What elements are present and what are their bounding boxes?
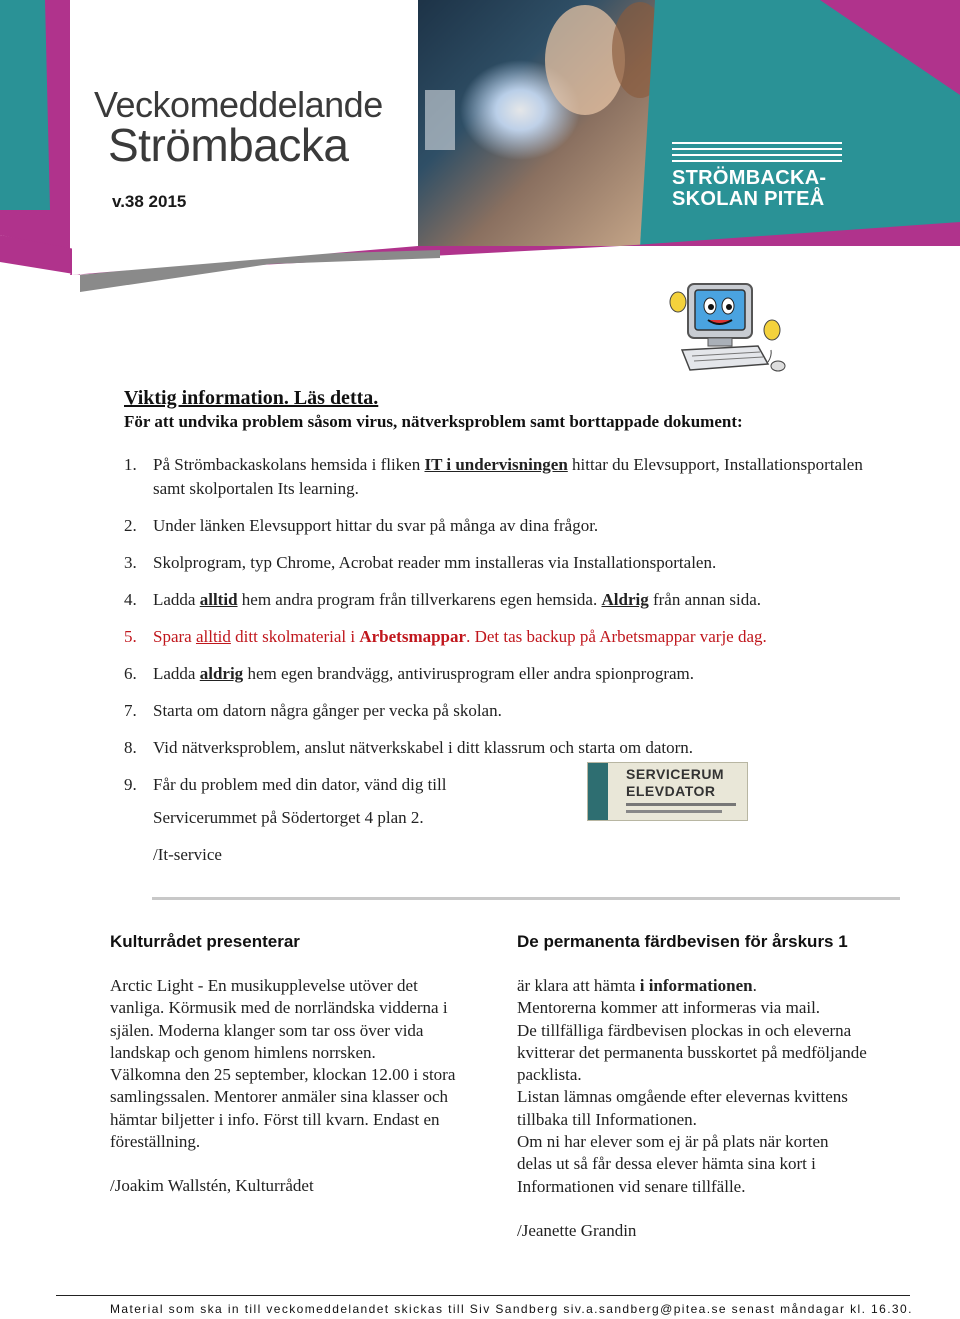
- list-text: Starta om datorn några gånger per vecka på skolan.: [153, 701, 502, 720]
- list-item: [124, 514, 884, 538]
- emphasis-text: Arbetsmappar: [359, 627, 467, 646]
- info-subheading: För att undvika problem såsom virus, nätverksproblem samt borttappade dokument:: [124, 412, 743, 431]
- school-name-line1: STRÖMBACKA-: [672, 167, 827, 189]
- list-item: [124, 699, 884, 723]
- list-text: ditt skolmaterial i: [230, 627, 360, 646]
- list-item: [124, 588, 884, 612]
- list-text: hem egen brandvägg, antivirusprogram eller andra spionprogram.: [243, 664, 695, 683]
- sign-title: [626, 766, 724, 800]
- fardbevis-signature: /Jeanette Grandin: [517, 1220, 637, 1240]
- list-text: På Strömbackaskolans hemsida i fliken: [153, 455, 425, 474]
- fardbevis-article: [517, 930, 867, 1242]
- list-number: 6.: [124, 664, 137, 683]
- newsletter-title-line2: Strömbacka: [108, 119, 349, 171]
- list-number: 5.: [124, 627, 137, 646]
- list-item: [124, 773, 884, 797]
- list-item: [124, 736, 884, 760]
- list-text: Vid nätverksproblem, anslut nätverkskabel i ditt klassrum och starta om datorn.: [153, 738, 694, 757]
- header-banner: [0, 0, 960, 300]
- list-text: Spara: [153, 627, 196, 646]
- list-text: Under länken Elevsupport hittar du svar på många av dina frågor.: [153, 516, 599, 535]
- info-heading: Viktig information. Läs detta.: [124, 387, 379, 409]
- it-undervisningen-link[interactable]: IT i undervisningen: [424, 455, 568, 474]
- list-text: Ladda: [153, 664, 200, 683]
- school-logo: [672, 142, 842, 210]
- list-item: [124, 625, 884, 649]
- sign-title-line1: SERVICERUM: [626, 766, 725, 782]
- list-number: 7.: [124, 701, 137, 720]
- school-name-line2: SKOLAN PITEÅ: [672, 188, 825, 210]
- fardbevis-heading: De permanenta färdbevisen för årskurs 1: [517, 932, 848, 951]
- list-item: [124, 551, 884, 575]
- section-divider: [152, 897, 900, 900]
- list-number: 1.: [124, 455, 137, 474]
- list-text: Ladda: [153, 590, 200, 609]
- it-service-signature: /It-service: [153, 845, 222, 864]
- footer-rule: [56, 1295, 910, 1296]
- list-text: Får du problem med din dator, vänd dig till: [153, 775, 447, 794]
- list-number: 9.: [124, 775, 137, 794]
- emphasis-text: alltid: [195, 627, 231, 646]
- list-number: 4.: [124, 590, 137, 609]
- kulturradet-signature: /Joakim Wallstén, Kulturrådet: [110, 1176, 314, 1196]
- list-number: 2.: [124, 516, 137, 535]
- kulturradet-paragraph-1: Arctic Light - En musikupplevelse utöver det vanliga. Körmusik med de norrländska vidderna i själen. Moderna klanger som tar oss över vida landskap och genom himlens norrsken.: [110, 976, 448, 1062]
- sign-title-line2: ELEVDATOR: [626, 783, 716, 799]
- list-text: . Det tas backup på Arbetsmappar varje dag.: [466, 627, 767, 646]
- kulturradet-heading: Kulturrådet presenterar: [110, 932, 300, 951]
- kulturradet-article: [110, 930, 460, 1198]
- list-number: 3.: [124, 553, 137, 572]
- emphasis-text: aldrig: [199, 664, 244, 683]
- newsletter-title-line1: Veckomeddelande: [94, 84, 383, 125]
- list-text: hittar du Elevsupport, Installationsportalen samt skolportalen Its learning.: [153, 455, 863, 498]
- footer-text: Material som ska in till veckomeddelandet skickas till Siv Sandberg siv.a.sandberg@pitea.se senast måndagar kl. 16.30.: [110, 1302, 913, 1316]
- info-list: [124, 453, 884, 810]
- emphasis-text: i informationen: [639, 976, 753, 995]
- list-item: [124, 453, 884, 501]
- logo-stripes-icon: [672, 142, 842, 168]
- fardbevis-paragraph-4: Listan lämnas omgående efter elevernas kvittens tillbaka till Informationen.: [517, 1087, 848, 1129]
- list-text: från annan sida.: [648, 590, 762, 609]
- week-label: v.38 2015: [112, 192, 187, 211]
- fardbevis-paragraph-5: Om ni har elever som ej är på plats när korten delas ut så får dessa elever hämta sina kort i Informationen vid senare tillfälle.: [517, 1132, 829, 1196]
- list-text: Skolprogram, typ Chrome, Acrobat reader mm installeras via Installationsportalen.: [153, 553, 717, 572]
- fardbevis-paragraph-1: är klara att hämta i informationen.: [517, 976, 757, 995]
- fardbevis-paragraph-3: De tillfälliga färdbevisen plockas in och eleverna kvitterar det permanenta busskortet på medföljande packlista.: [517, 1020, 867, 1085]
- emphasis-text: alltid: [199, 590, 238, 609]
- service-room-location: Servicerummet på Södertorget 4 plan 2.: [153, 808, 424, 827]
- list-item: [124, 662, 884, 686]
- list-number: 8.: [124, 738, 137, 757]
- list-text: hem andra program från tillverkarens egen hemsida.: [237, 590, 602, 609]
- servicerum-sign-image: [587, 762, 748, 821]
- computer-mascot-icon: [668, 280, 788, 380]
- kulturradet-paragraph-2: Välkomna den 25 september, klockan 12.00 i stora samlingssalen. Mentorer anmäler sina klasser och hämtar biljetter i info. Först till kvarn. Endast en föreställning.: [110, 1065, 456, 1152]
- fardbevis-paragraph-2: Mentorerna kommer att informeras via mail.: [517, 998, 821, 1018]
- emphasis-text: Aldrig: [601, 590, 649, 609]
